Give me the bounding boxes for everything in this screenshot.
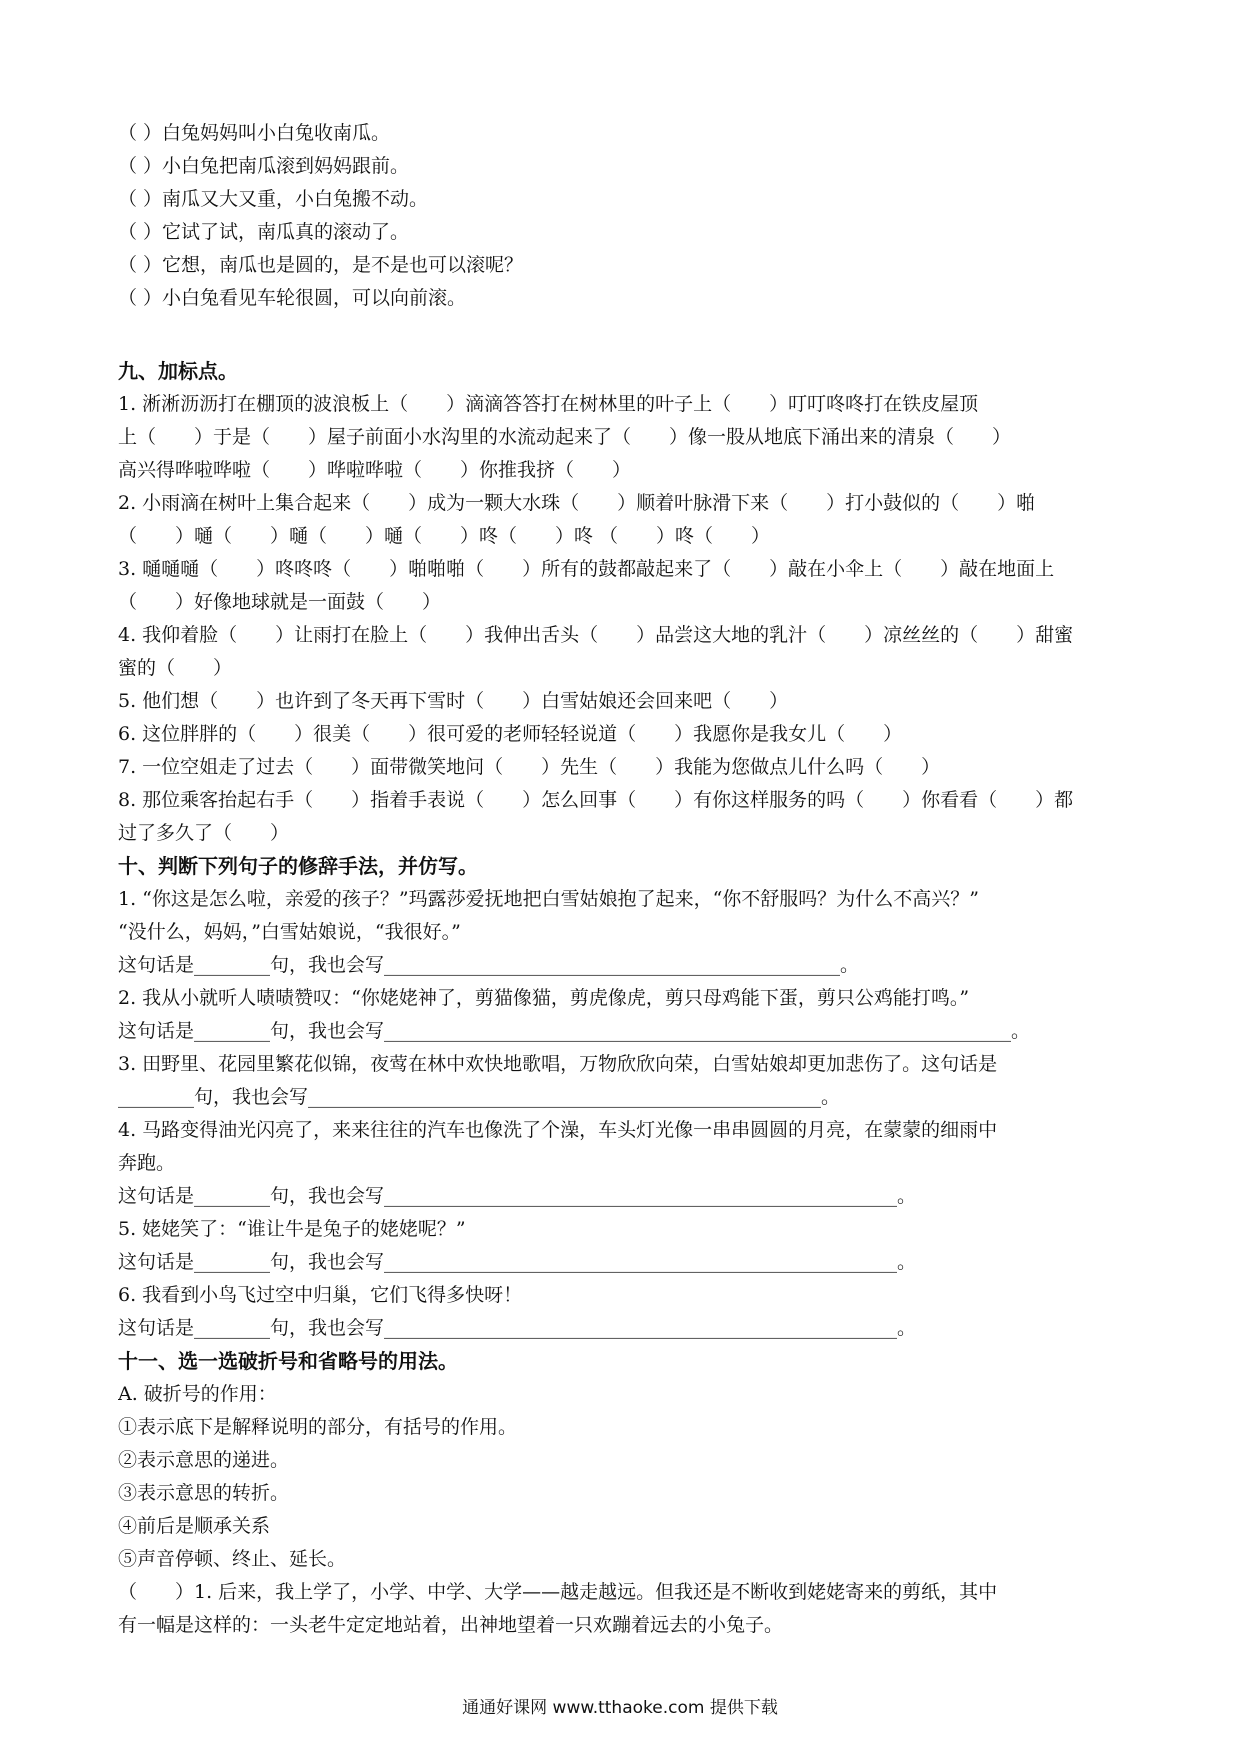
ordering-item: （ ）它试了试，南瓜真的滚动了。 [118, 221, 410, 243]
spacer [118, 315, 1130, 355]
rhetoric-line: 4. 马路变得油光闪亮了，来来往往的汽车也像洗了个澡，车头灯光像一串串圆圆的月亮，在蒙蒙的细雨中 [118, 1119, 998, 1141]
rhetoric-line: 这句话是________句，我也会写______________________________________________________。 [118, 1317, 917, 1339]
punctuation-line: 上（ ）于是（ ）屋子前面小水沟里的水流动起来了（ ）像一股从地底下涌出来的清泉（ ） [118, 426, 1012, 448]
punctuation-line: 1. 淅淅沥沥打在棚顶的波浪板上（ ）滴滴答答打在树林里的叶子上（ ）叮叮咚咚打在铁皮屋顶 [118, 393, 979, 415]
page-footer: 通通好课网 www.tthaoke.com 提供下载 [462, 1698, 778, 1718]
punctuation-line: 高兴得哗啦哗啦（ ）哗啦哗啦（ ）你推我挤（ ） [118, 459, 632, 481]
dash-usage-line: A. 破折号的作用： [118, 1383, 277, 1405]
document-body [118, 117, 1130, 1642]
ordering-item: （ ）白兔妈妈叫小白兔收南瓜。 [118, 122, 391, 144]
punctuation-line: 2. 小雨滴在树叶上集合起来（ ）成为一颗大水珠（ ）顺着叶脉滑下来（ ）打小鼓似的（ ）啪 [118, 492, 1036, 514]
section-11-title: 十一、选一选破折号和省略号的用法。 [118, 1349, 458, 1373]
rhetoric-line: 奔跑。 [118, 1152, 176, 1174]
punctuation-line: （ ）好像地球就是一面鼓（ ） [118, 591, 442, 613]
rhetoric-line: 这句话是________句，我也会写______________________________________________________。 [118, 1251, 917, 1273]
rhetoric-line: 这句话是________句，我也会写__________________________________________________________________。 [118, 1020, 1031, 1042]
punctuation-line: 蜜的（ ） [118, 657, 233, 679]
ordering-exercise [118, 117, 1130, 315]
dash-usage-line: ③表示意思的转折。 [118, 1482, 290, 1504]
section-9-questions [118, 388, 1130, 850]
rhetoric-line: ________句，我也会写______________________________________________________。 [118, 1086, 841, 1108]
rhetoric-line: 2. 我从小就听人啧啧赞叹：“你姥姥神了，剪猫像猫，剪虎像虎，剪只母鸡能下蛋，剪只公鸡能打鸣。” [118, 987, 970, 1009]
punctuation-line: 3. 嗵嗵嗵（ ）咚咚咚（ ）啪啪啪（ ）所有的鼓都敲起来了（ ）敲在小伞上（ ）敲在地面上 [118, 558, 1055, 580]
rhetoric-line: 6. 我看到小鸟飞过空中归巢，它们飞得多快呀！ [118, 1284, 523, 1306]
rhetoric-line: 5. 姥姥笑了：“谁让牛是兔子的姥姥呢？” [118, 1218, 466, 1240]
punctuation-line: 4. 我仰着脸（ ）让雨打在脸上（ ）我伸出舌头（ ）品尝这大地的乳汁（ ）凉丝丝的（ ）甜蜜 [118, 624, 1074, 646]
rhetoric-line: “没什么，妈妈，”白雪姑娘说，“我很好。” [118, 921, 461, 943]
section-10-questions [118, 883, 1130, 1345]
dash-usage-line: ⑤声音停顿、终止、延长。 [118, 1548, 347, 1570]
section-11-questions [118, 1378, 1130, 1642]
punctuation-line: 6. 这位胖胖的（ ）很美（ ）很可爱的老师轻轻说道（ ）我愿你是我女儿（ ） [118, 723, 903, 745]
section-9-title: 九、加标点。 [118, 359, 238, 383]
dash-usage-line: ①表示底下是解释说明的部分，有括号的作用。 [118, 1416, 518, 1438]
rhetoric-line: 1. “你这是怎么啦，亲爱的孩子？”玛露莎爱抚地把白雪姑娘抱了起来，“你不舒服吗？为什么不高兴？” [118, 888, 980, 910]
rhetoric-line: 3. 田野里、花园里繁花似锦，夜莺在林中欢快地歌唱，万物欣欣向荣，白雪姑娘却更加悲伤了。这句话是 [118, 1053, 998, 1075]
dash-usage-line: ④前后是顺承关系 [118, 1515, 271, 1537]
punctuation-line: （ ）嗵（ ）嗵（ ）嗵（ ）咚（ ）咚 （ ）咚（ ） [118, 525, 771, 547]
ordering-item: （ ）它想，南瓜也是圆的，是不是也可以滚呢？ [118, 254, 524, 276]
rhetoric-line: 这句话是________句，我也会写______________________________________________________。 [118, 1185, 917, 1207]
punctuation-line: 过了多久了（ ） [118, 822, 290, 844]
dash-usage-line: （ ）1. 后来，我上学了，小学、中学、大学——越走越远。但我还是不断收到姥姥寄来的剪纸，其中 [118, 1581, 998, 1603]
dash-usage-line: ②表示意思的递进。 [118, 1449, 290, 1471]
punctuation-line: 7. 一位空姐走了过去（ ）面带微笑地问（ ）先生（ ）我能为您做点儿什么吗（ ） [118, 756, 941, 778]
ordering-item: （ ）小白兔把南瓜滚到妈妈跟前。 [118, 155, 410, 177]
section-10-title: 十、判断下列句子的修辞手法，并仿写。 [118, 854, 478, 878]
punctuation-line: 8. 那位乘客抬起右手（ ）指着手表说（ ）怎么回事（ ）有你这样服务的吗（ ）你看看（ ）都 [118, 789, 1074, 811]
ordering-item: （ ）小白兔看见车轮很圆，可以向前滚。 [118, 287, 467, 309]
rhetoric-line: 这句话是________句，我也会写________________________________________________。 [118, 954, 860, 976]
dash-usage-line: 有一幅是这样的：一头老牛定定地站着，出神地望着一只欢蹦着远去的小兔子。 [118, 1614, 784, 1636]
ordering-item: （ ）南瓜又大又重，小白兔搬不动。 [118, 188, 429, 210]
punctuation-line: 5. 他们想（ ）也许到了冬天再下雪时（ ）白雪姑娘还会回来吧（ ） [118, 690, 789, 712]
